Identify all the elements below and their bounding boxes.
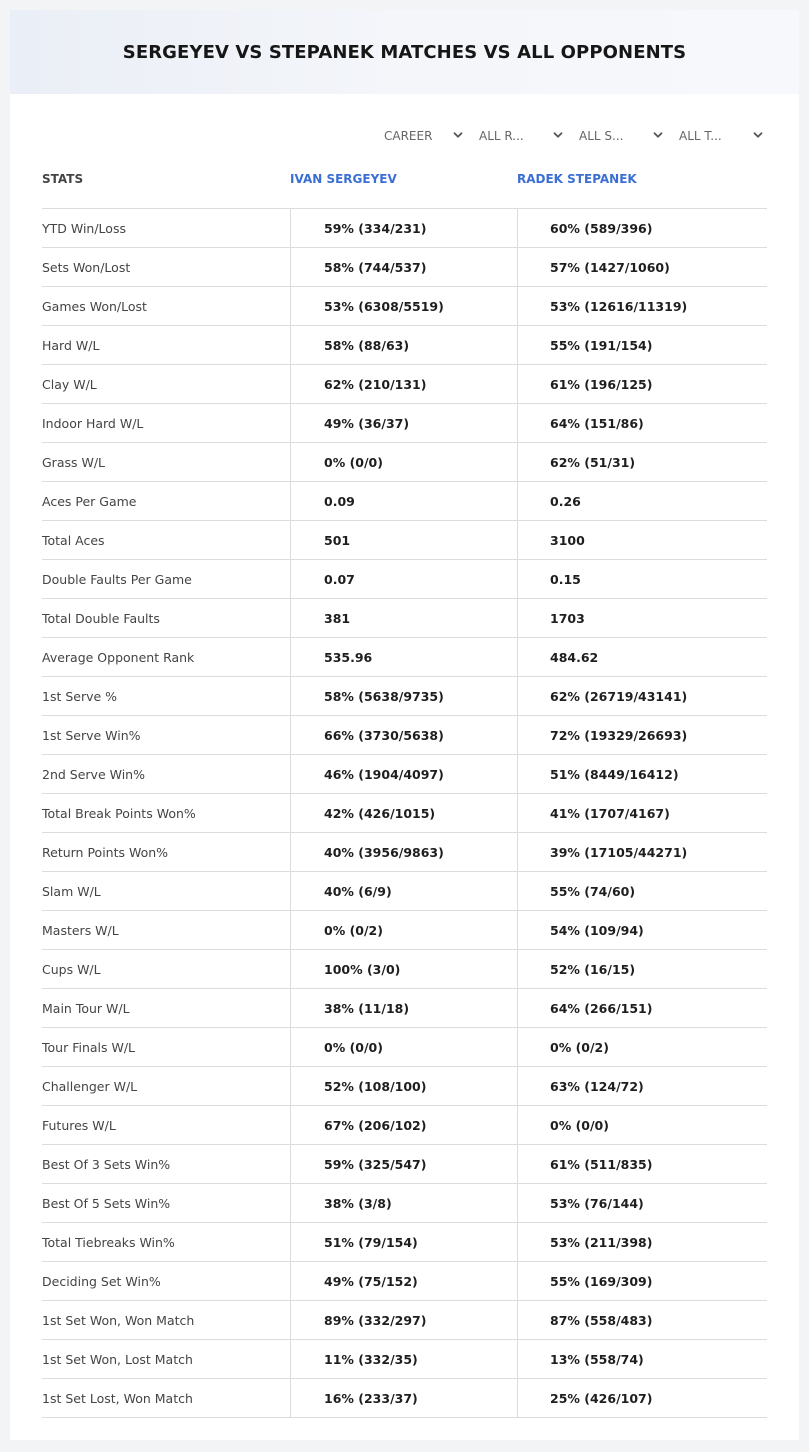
row-label: 1st Set Won, Won Match	[42, 1312, 195, 1328]
filter-surface-label: ALL S...	[579, 129, 624, 143]
player1-value: 62% (210/131)	[290, 365, 517, 403]
player2-value: 55% (169/309)	[517, 1262, 767, 1300]
row-label: Cups W/L	[42, 961, 101, 977]
row-label: 1st Set Lost, Won Match	[42, 1390, 193, 1406]
row-label: Best Of 5 Sets Win%	[42, 1195, 171, 1211]
table-header	[42, 170, 767, 208]
table-row	[42, 248, 767, 287]
player2-value: 62% (51/31)	[517, 443, 767, 481]
player2-value: 53% (76/144)	[517, 1184, 767, 1222]
row-label: Double Faults Per Game	[42, 571, 192, 587]
table-row	[42, 1184, 767, 1223]
filter-surface-select[interactable]	[579, 126, 664, 146]
player2-value: 72% (19329/26693)	[517, 716, 767, 754]
filter-period-label: CAREER	[384, 129, 433, 143]
table-row	[42, 209, 767, 248]
player1-value: 58% (744/537)	[290, 248, 517, 286]
row-label: 2nd Serve Win%	[42, 766, 145, 782]
player1-value: 58% (5638/9735)	[290, 677, 517, 715]
row-label: Aces Per Game	[42, 493, 137, 509]
table-row	[42, 443, 767, 482]
player2-value: 54% (109/94)	[517, 911, 767, 949]
row-label: Futures W/L	[42, 1117, 116, 1133]
player2-value: 41% (1707/4167)	[517, 794, 767, 832]
player2-value: 0.26	[517, 482, 767, 520]
chevron-down-icon	[752, 129, 764, 141]
table-row	[42, 989, 767, 1028]
row-label: Slam W/L	[42, 883, 101, 899]
player2-value: 52% (16/15)	[517, 950, 767, 988]
table-row	[42, 599, 767, 638]
player1-value: 53% (6308/5519)	[290, 287, 517, 325]
row-label: Tour Finals W/L	[42, 1039, 136, 1055]
player1-value: 11% (332/35)	[290, 1340, 517, 1378]
table-row	[42, 404, 767, 443]
table-row	[42, 326, 767, 365]
row-label: Games Won/Lost	[42, 298, 147, 314]
table-row	[42, 872, 767, 911]
table-row	[42, 1145, 767, 1184]
row-label: Hard W/L	[42, 337, 100, 353]
row-label: Total Double Faults	[42, 610, 160, 626]
table-row	[42, 1379, 767, 1418]
row-label: Clay W/L	[42, 376, 97, 392]
chevron-down-icon	[452, 129, 464, 141]
table-row	[42, 287, 767, 326]
filter-period-select[interactable]	[384, 126, 464, 146]
player1-value: 52% (108/100)	[290, 1067, 517, 1105]
player1-value: 58% (88/63)	[290, 326, 517, 364]
table-row	[42, 482, 767, 521]
player1-value: 59% (334/231)	[290, 209, 517, 247]
player1-value: 0% (0/0)	[290, 443, 517, 481]
row-label: 1st Set Won, Lost Match	[42, 1351, 193, 1367]
player2-value: 61% (511/835)	[517, 1145, 767, 1183]
row-label: Deciding Set Win%	[42, 1273, 161, 1289]
player1-value: 67% (206/102)	[290, 1106, 517, 1144]
filter-bar	[10, 126, 799, 146]
player1-value: 535.96	[290, 638, 517, 676]
player1-value: 49% (75/152)	[290, 1262, 517, 1300]
row-label: Main Tour W/L	[42, 1000, 130, 1016]
player1-value: 38% (11/18)	[290, 989, 517, 1027]
player2-value: 55% (191/154)	[517, 326, 767, 364]
table-row	[42, 1028, 767, 1067]
player2-value: 0.15	[517, 560, 767, 598]
row-label: Sets Won/Lost	[42, 259, 131, 275]
table-row	[42, 1340, 767, 1379]
table-row	[42, 1301, 767, 1340]
player1-value: 100% (3/0)	[290, 950, 517, 988]
player2-value: 3100	[517, 521, 767, 559]
table-row	[42, 1067, 767, 1106]
player2-value: 64% (266/151)	[517, 989, 767, 1027]
table-row	[42, 950, 767, 989]
player2-value: 63% (124/72)	[517, 1067, 767, 1105]
player1-value: 0.07	[290, 560, 517, 598]
row-label: Grass W/L	[42, 454, 106, 470]
row-label: Indoor Hard W/L	[42, 415, 144, 431]
player2-value: 64% (151/86)	[517, 404, 767, 442]
table-row	[42, 833, 767, 872]
player2-value: 39% (17105/44271)	[517, 833, 767, 871]
player1-value: 40% (6/9)	[290, 872, 517, 910]
filter-tournament-label: ALL T...	[679, 129, 722, 143]
table-row	[42, 716, 767, 755]
column-header-player2-link[interactable]: RADEK STEPANEK	[517, 172, 637, 186]
player1-value: 0% (0/0)	[290, 1028, 517, 1066]
player1-value: 381	[290, 599, 517, 637]
row-label: Challenger W/L	[42, 1078, 138, 1094]
table-row	[42, 560, 767, 599]
player2-value: 57% (1427/1060)	[517, 248, 767, 286]
player1-value: 66% (3730/5638)	[290, 716, 517, 754]
player2-value: 87% (558/483)	[517, 1301, 767, 1339]
player1-value: 42% (426/1015)	[290, 794, 517, 832]
table-row	[42, 911, 767, 950]
player2-value: 60% (589/396)	[517, 209, 767, 247]
player1-value: 38% (3/8)	[290, 1184, 517, 1222]
player1-value: 0% (0/2)	[290, 911, 517, 949]
chevron-down-icon	[552, 129, 564, 141]
filter-tournament-select[interactable]	[679, 126, 764, 146]
row-label: Best Of 3 Sets Win%	[42, 1156, 171, 1172]
player1-value: 49% (36/37)	[290, 404, 517, 442]
player2-value: 13% (558/74)	[517, 1340, 767, 1378]
player2-value: 53% (211/398)	[517, 1223, 767, 1261]
player2-value: 0% (0/0)	[517, 1106, 767, 1144]
filter-round-select[interactable]	[479, 126, 564, 146]
player1-value: 16% (233/37)	[290, 1379, 517, 1417]
row-label: Total Aces	[42, 532, 105, 548]
player1-value: 46% (1904/4097)	[290, 755, 517, 793]
stats-table-body	[42, 208, 767, 1418]
player1-value: 501	[290, 521, 517, 559]
row-label: Return Points Won%	[42, 844, 169, 860]
card-header	[10, 10, 799, 94]
row-label: Masters W/L	[42, 922, 119, 938]
player1-value: 40% (3956/9863)	[290, 833, 517, 871]
player1-value: 89% (332/297)	[290, 1301, 517, 1339]
table-row	[42, 794, 767, 833]
row-label: 1st Serve %	[42, 688, 118, 704]
player2-value: 55% (74/60)	[517, 872, 767, 910]
page-title: SERGEYEV VS STEPANEK MATCHES VS ALL OPPONENTS	[122, 41, 687, 63]
row-label: Total Break Points Won%	[42, 805, 196, 821]
table-row	[42, 365, 767, 404]
player2-value: 1703	[517, 599, 767, 637]
table-row	[42, 1106, 767, 1145]
table-row	[42, 521, 767, 560]
row-label: 1st Serve Win%	[42, 727, 141, 743]
player2-value: 62% (26719/43141)	[517, 677, 767, 715]
row-label: Average Opponent Rank	[42, 649, 195, 665]
stats-card	[10, 10, 799, 1440]
table-row	[42, 1223, 767, 1262]
table-row	[42, 677, 767, 716]
player1-value: 0.09	[290, 482, 517, 520]
table-row	[42, 1262, 767, 1301]
table-row	[42, 755, 767, 794]
player2-value: 484.62	[517, 638, 767, 676]
player1-value: 59% (325/547)	[290, 1145, 517, 1183]
player2-value: 25% (426/107)	[517, 1379, 767, 1417]
table-row	[42, 638, 767, 677]
player2-value: 51% (8449/16412)	[517, 755, 767, 793]
player2-value: 53% (12616/11319)	[517, 287, 767, 325]
filter-round-label: ALL R...	[479, 129, 524, 143]
chevron-down-icon	[652, 129, 664, 141]
row-label: Total Tiebreaks Win%	[42, 1234, 175, 1250]
column-header-stats: STATS	[42, 172, 84, 186]
player1-value: 51% (79/154)	[290, 1223, 517, 1261]
player2-value: 0% (0/2)	[517, 1028, 767, 1066]
row-label: YTD Win/Loss	[42, 220, 126, 236]
player2-value: 61% (196/125)	[517, 365, 767, 403]
column-header-player1-link[interactable]: IVAN SERGEYEV	[290, 172, 397, 186]
